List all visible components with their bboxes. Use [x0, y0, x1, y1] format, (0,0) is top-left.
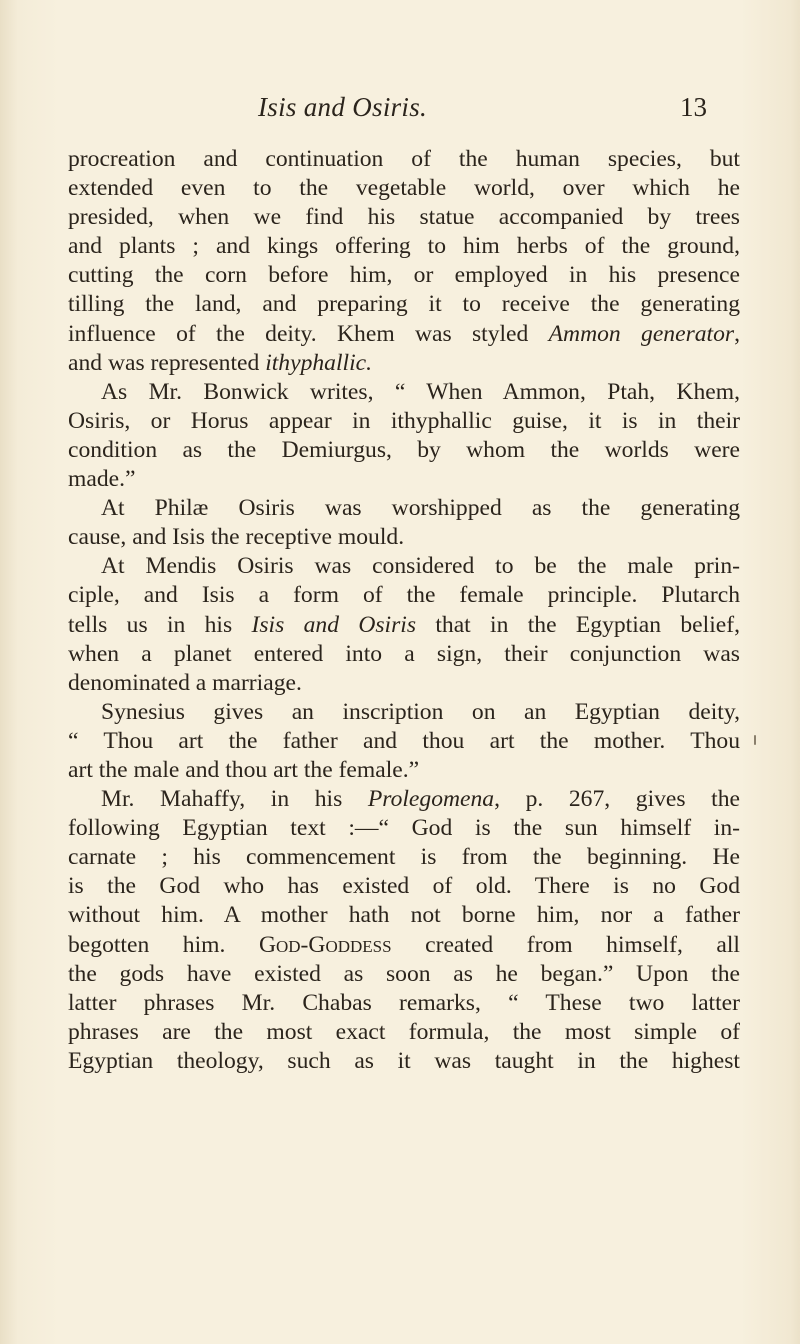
text-segment: and was represented: [68, 349, 266, 376]
text-line: [68, 989, 740, 1018]
text-line: [68, 523, 740, 552]
italic-text: Isis and Osiris: [251, 611, 417, 638]
text-segment: latter phrases Mr. Chabas remarks, “ These two latter: [68, 989, 740, 1016]
text-segment: At Philæ Osiris was worshipped as the generating: [101, 495, 740, 522]
text-segment: denominated a marriage.: [68, 669, 302, 696]
text-segment: extended even to the vegetable world, over which he: [68, 175, 740, 202]
text-segment: carnate ; his commencement is from the beginning. He: [68, 844, 740, 871]
text-line: [68, 1018, 740, 1047]
text-segment: following Egyptian text :—“ God is the sun himself in-: [68, 815, 740, 842]
text-segment: cause, and Isis the receptive mould.: [68, 524, 405, 551]
text-line: [68, 901, 740, 930]
text-line: [68, 872, 740, 901]
text-segment: ciple, and Isis a form of the female principle. Plutarch: [68, 582, 740, 609]
ink-speck: [754, 735, 756, 745]
italic-text: ithyphallic.: [265, 349, 372, 376]
text-line: [68, 756, 740, 785]
text-segment: art the male and thou art the female.”: [68, 756, 420, 783]
text-segment: begotten him.: [68, 931, 259, 958]
text-line: [68, 349, 740, 378]
text-segment: is the God who has existed of old. There is no God: [68, 873, 740, 900]
text-segment: without him. A mother hath not borne him, nor a father: [68, 902, 740, 929]
text-segment: procreation and continuation of the human species, but: [68, 146, 740, 172]
text-line: [68, 320, 740, 349]
text-line: [68, 290, 740, 319]
text-segment: “ Thou art the father and thou art the mother. Thou: [68, 727, 740, 754]
text-segment: tells us in his: [68, 611, 252, 638]
text-line: [68, 232, 740, 261]
text-segment: Mr. Mahaffy, in his: [101, 786, 368, 813]
text-line: [68, 1047, 740, 1076]
text-line: [68, 436, 740, 465]
italic-text: Prolegomena: [367, 786, 495, 813]
text-segment: ,: [734, 320, 740, 347]
text-line: [68, 611, 740, 640]
text-line: [68, 378, 740, 407]
text-line: [68, 698, 740, 727]
text-segment: and plants ; and kings offering to him herbs of the ground,: [68, 233, 740, 260]
text-segment: presided, when we find his statue accompanied by trees: [68, 204, 740, 231]
text-line: [68, 931, 740, 960]
text-segment: that in the Egyptian belief,: [416, 611, 740, 638]
text-segment: cutting the corn before him, or employed in his presence: [68, 262, 740, 289]
text-line: [68, 814, 740, 843]
text-line: [68, 203, 740, 232]
text-segment: the gods have existed as soon as he began.” Upon the: [68, 960, 740, 987]
text-line: [68, 552, 740, 581]
text-segment: created from himself, all: [391, 931, 740, 958]
text-line: [68, 843, 740, 872]
running-head: [0, 92, 800, 132]
page-number: 13: [680, 92, 707, 122]
text-segment: As Mr. Bonwick writes, “ When Ammon, Ptah, Khem,: [101, 378, 740, 405]
body-text: [68, 145, 740, 1076]
text-line: [68, 407, 740, 436]
text-segment: influence of the deity. Khem was styled: [68, 320, 549, 347]
text-segment: phrases are the most exact formula, the most simple of: [68, 1018, 740, 1045]
text-line: [68, 465, 740, 494]
text-line: [68, 494, 740, 523]
text-line: [68, 261, 740, 290]
text-segment: Synesius gives an inscription on an Egyptian deity,: [101, 698, 740, 725]
text-line: [68, 727, 740, 756]
running-title: Isis and Osiris.: [258, 92, 428, 122]
small-caps-text: God-Goddess: [258, 931, 392, 958]
text-segment: tilling the land, and preparing it to receive the generating: [68, 291, 740, 318]
text-segment: condition as the Demiurgus, by whom the worlds were: [68, 436, 740, 463]
italic-text: Ammon generator: [548, 320, 735, 347]
text-line: [68, 960, 740, 989]
text-segment: Osiris, or Horus appear in ithyphallic guise, it is in their: [68, 407, 740, 434]
text-line: [68, 145, 740, 174]
text-segment: made.”: [68, 466, 136, 493]
text-segment: Egyptian theology, such as it was taught in the highest: [68, 1047, 740, 1074]
text-segment: when a planet entered into a sign, their conjunction was: [68, 640, 740, 667]
text-line: [68, 785, 740, 814]
text-segment: At Mendis Osiris was considered to be the male prin-: [101, 553, 740, 580]
text-line: [68, 640, 740, 669]
text-line: [68, 581, 740, 610]
text-line: [68, 669, 740, 698]
text-segment: , p. 267, gives the: [494, 786, 740, 813]
text-line: [68, 174, 740, 203]
